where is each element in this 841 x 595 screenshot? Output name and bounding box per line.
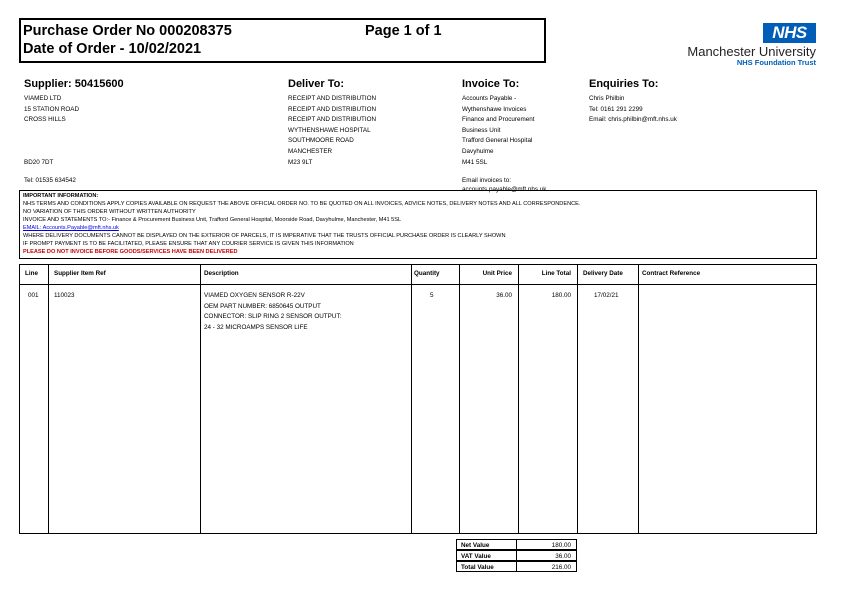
info-email-link[interactable]: EMAIL: Accounts.Payable@mft.nhs.uk: [23, 225, 119, 231]
net-value: 180.00: [551, 542, 571, 549]
col-header-total: Line Total: [541, 270, 571, 277]
total-value-row: [456, 561, 577, 572]
important-title: IMPORTANT INFORMATION:: [23, 193, 99, 199]
invoice-line: Finance and Procurement: [462, 116, 535, 124]
totals-divider: [516, 540, 517, 550]
col-header-contract: Contract Reference: [642, 270, 701, 277]
vat-value: 36.00: [555, 553, 571, 560]
totals-divider: [516, 562, 517, 572]
page-indicator: Page 1 of 1: [365, 23, 442, 39]
logo-trust-name: NHS Foundation Trust: [736, 58, 816, 67]
total-value-label: Total Value: [461, 564, 494, 571]
totals-divider: [516, 551, 517, 561]
invoice-line: Trafford General Hospital: [462, 137, 533, 145]
supplier-postcode: BD20 7DT: [24, 158, 54, 166]
info-line: INVOICE AND STATEMENTS TO:- Finance & Procurement Business Unit, Trafford General Hospital, Moorside Road, Davyhulme, Manchester, M41 5SL: [23, 217, 402, 223]
net-value-row: [456, 539, 577, 550]
enquiries-line: Tel: 0161 291 2299: [589, 105, 643, 113]
enquiries-heading: Enquiries To:: [589, 78, 659, 90]
col-header-ref: Supplier Item Ref: [54, 270, 106, 277]
column-divider: [48, 264, 49, 534]
invoice-line: Accounts Payable -: [462, 95, 517, 102]
enquiries-email[interactable]: Email: chris.philbin@mft.nhs.uk: [589, 116, 677, 124]
order-date: Date of Order - 10/02/2021: [23, 41, 202, 57]
enquiries-line: Chris Philbin: [589, 95, 625, 102]
supplier-heading: Supplier: 50415600: [24, 78, 124, 90]
important-info: [23, 192, 580, 256]
row-line-total: 180.00: [551, 292, 571, 299]
info-line: NO VARIATION OF THIS ORDER WITHOUT WRITTEN AUTHORITY: [23, 209, 196, 215]
row-desc-line: OEM PART NUMBER: 6850645 OUTPUT: [204, 302, 321, 310]
deliver-line: SOUTHMOORE ROAD: [288, 137, 354, 145]
invoice-line: Davyhulme: [462, 147, 494, 155]
info-line: NHS TERMS AND CONDITIONS APPLY COPIES AVAILABLE ON REQUEST THE ABOVE OFFICIAL ORDER NO. TO BE QUOTED ON ALL INVOICES, ADVICE NOTES, DELIVERY NOTES AND ALL CORRESPONDENCE.: [23, 201, 581, 207]
invoice-line: M41 5SL: [462, 158, 488, 166]
deliver-address: [288, 94, 376, 168]
enquiries-contact: [589, 94, 677, 126]
deliver-line: MANCHESTER: [288, 147, 333, 155]
supplier-address: [24, 94, 79, 168]
col-header-date: Delivery Date: [583, 270, 623, 277]
column-divider: [459, 264, 460, 534]
invoice-heading: Invoice To:: [462, 78, 520, 90]
column-divider: [411, 264, 412, 534]
invoice-address: [462, 94, 534, 168]
vat-value-label: VAT Value: [461, 553, 491, 560]
total-value: 216.00: [551, 564, 571, 571]
info-line: WHERE DELIVERY DOCUMENTS CANNOT BE DISPLAYED ON THE EXTERIOR OF PARCELS, IT IS IMPERATIVE THAT THE TRUSTS OFFICIAL PURCHASE ORDER IS CLEARLY SHOWN: [23, 233, 506, 239]
supplier-line: 15 STATION ROAD: [24, 105, 80, 113]
row-delivery-date: 17/02/21: [594, 292, 619, 299]
row-desc-line: VIAMED OXYGEN SENSOR R-22V: [204, 292, 305, 299]
column-divider: [518, 264, 519, 534]
supplier-tel: Tel: 01535 634542: [24, 177, 76, 184]
col-header-price: Unit Price: [482, 270, 512, 277]
vat-value-row: [456, 550, 577, 561]
items-table: [19, 264, 817, 534]
nhs-logo: NHS: [763, 23, 816, 43]
po-title: Purchase Order No 000208375: [23, 23, 232, 39]
logo-org-name: Manchester University: [687, 44, 816, 59]
deliver-line: RECEIPT AND DISTRIBUTION: [288, 105, 377, 113]
row-line-no: 001: [28, 292, 39, 299]
col-header-qty: Quantity: [414, 270, 440, 277]
supplier-line: VIAMED LTD: [24, 95, 62, 102]
col-header-desc: Description: [204, 270, 239, 277]
invoice-email[interactable]: accounts.payable@mft.nhs.uk: [462, 186, 547, 193]
row-quantity: 5: [430, 292, 434, 299]
supplier-line: CROSS HILLS: [24, 116, 66, 124]
deliver-heading: Deliver To:: [288, 78, 345, 90]
info-warning: PLEASE DO NOT INVOICE BEFORE GOODS/SERVICES HAVE BEEN DELIVERED: [23, 249, 238, 255]
deliver-line: WYTHENSHAWE HOSPITAL: [288, 126, 371, 134]
row-item-ref: 110023: [54, 292, 75, 299]
col-header-line: Line: [25, 270, 38, 277]
invoice-line: Wythenshawe Invoices: [462, 105, 527, 113]
invoice-email-label: Email invoices to:: [462, 177, 511, 184]
deliver-line: RECEIPT AND DISTRIBUTION: [288, 95, 377, 102]
invoice-line: Business Unit: [462, 126, 501, 134]
deliver-line: RECEIPT AND DISTRIBUTION: [288, 116, 377, 124]
row-desc-line: CONNECTOR: SLIP RING 2 SENSOR OUTPUT:: [204, 313, 342, 320]
row-desc-line: 24 - 32 MICROAMPS SENSOR LIFE: [204, 323, 308, 331]
row-description: [204, 291, 341, 333]
row-unit-price: 36.00: [496, 292, 512, 299]
column-divider: [638, 264, 639, 534]
table-header-divider: [19, 284, 817, 285]
column-divider: [577, 264, 578, 534]
deliver-line: M23 9LT: [288, 158, 313, 166]
net-value-label: Net Value: [461, 542, 490, 549]
info-line: IF PROMPT PAYMENT IS TO BE FACILITATED, PLEASE ENSURE THAT ANY COURIER SERVICE IS GIVEN THIS INFORMATION: [23, 241, 354, 247]
column-divider: [200, 264, 201, 534]
